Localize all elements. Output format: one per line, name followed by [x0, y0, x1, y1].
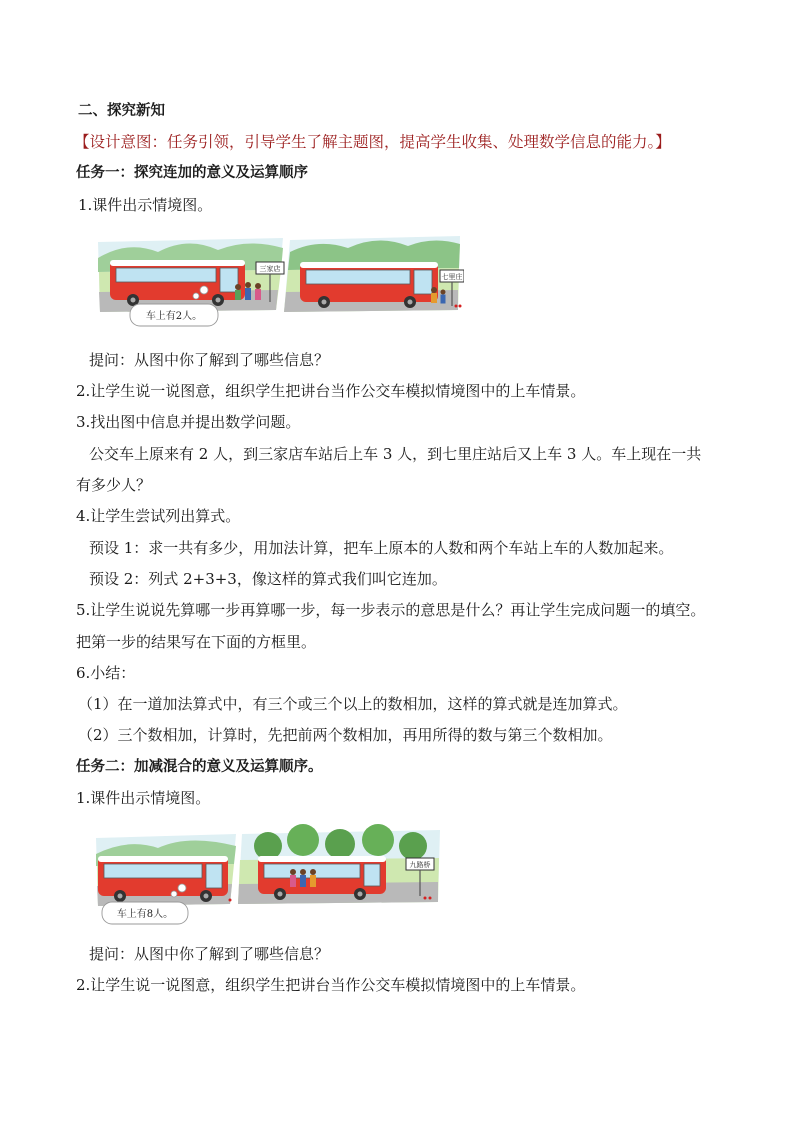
task1-summary2: （2）三个数相加，计算时，先把前两个数相加，再用所得的数与第三个数相加。: [78, 726, 613, 744]
bus-scene-figure-1: [88, 230, 464, 335]
stop-sign-2: 七里庄: [441, 273, 463, 281]
scene-panel-right-2: [238, 824, 440, 904]
bus-scene-figure-2: [88, 822, 444, 932]
task1-step2: 2.让学生说一说图意，组织学生把讲台当作公交车模拟情境图中的上车情景。: [76, 382, 586, 400]
bubble-text-1: 车上有2人。: [145, 311, 203, 322]
task1-problem-line1: 公交车上原来有 2 人，到三家店车站后上车 3 人，到七里庄站后又上车 3 人。车上现在一共: [89, 445, 702, 463]
task1-step5-line1: 5.让学生说说先算哪一步再算哪一步，每一步表示的意思是什么？再让学生完成问题一的填空。: [76, 601, 706, 619]
task1-step3: 3.找出图中信息并提出数学问题。: [76, 413, 301, 431]
task2-question: 提问：从图中你了解到了哪些信息？: [89, 945, 330, 963]
design-intent: 【设计意图：任务引领，引导学生了解主题图，提高学生收集、处理数学信息的能力。】: [74, 133, 671, 151]
section-title: 二、探究新知: [78, 103, 165, 119]
task1-title: 任务一：探究连加的意义及运算顺序: [76, 165, 308, 181]
scene-panel-left-2: [96, 834, 236, 906]
task1-step6: 6.小结：: [76, 664, 136, 682]
task2-step1: 1.课件出示情境图。: [76, 789, 211, 807]
task1-preset2: 预设 2：列式 2+3+3，像这样的算式我们叫它连加。: [89, 570, 447, 588]
task1-preset1: 预设 1：求一共有多少，用加法计算，把车上原本的人数和两个车站上车的人数加起来。: [89, 539, 674, 557]
task1-problem-line2: 有多少人？: [76, 476, 152, 494]
scene-panel-right: [284, 236, 464, 312]
task1-question: 提问：从图中你了解到了哪些信息？: [89, 351, 330, 369]
stop-sign-1: 三家店: [259, 265, 281, 273]
task2-step2: 2.让学生说一说图意，组织学生把讲台当作公交车模拟情境图中的上车情景。: [76, 976, 586, 994]
task2-title: 任务二：加减混合的意义及运算顺序。: [76, 759, 323, 775]
task1-summary1: （1）在一道加法算式中，有三个或三个以上的数相加，这样的算式就是连加算式。: [78, 695, 628, 713]
task1-step5-line2: 把第一步的结果写在下面的方框里。: [76, 633, 317, 651]
task1-step4: 4.让学生尝试列出算式。: [76, 507, 241, 525]
stop-sign-3: 九路桥: [409, 861, 431, 869]
task1-step1: 1.课件出示情境图。: [78, 196, 213, 214]
scene-panel-left: [98, 238, 284, 312]
bubble-text-2: 车上有8人。: [116, 909, 174, 920]
